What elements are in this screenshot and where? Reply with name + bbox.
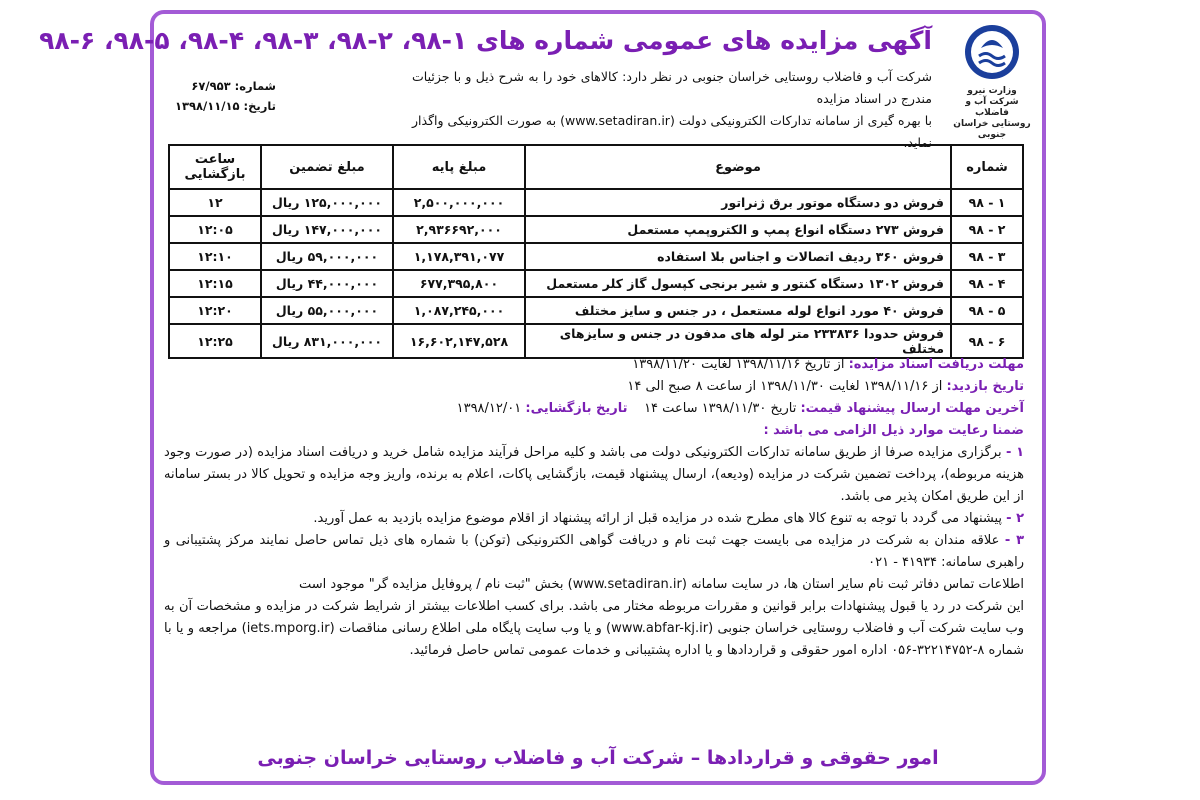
opening-label: تاریخ بازگشایی: [525, 401, 628, 416]
cell-guarantee: ۵۵,۰۰۰,۰۰۰ ریال [261, 297, 393, 324]
cell-guarantee: ۴۴,۰۰۰,۰۰۰ ریال [261, 270, 393, 297]
cell-opening-time: ۱۲:۲۵ [169, 324, 261, 358]
item1-number: ۱ - [1005, 445, 1025, 460]
cell-number: ۵ - ۹۸ [951, 297, 1023, 324]
registration-info: اطلاعات تماس دفاتر ثبت نام سایر استان ها، در سایت سامانه (www.setadiran.ir) بخش "ثبت نام / پروفایل مزایده گر" موجود است [299, 577, 1024, 592]
table-header-row [169, 145, 1023, 189]
requirements-heading: ضمنا رعایت موارد ذیل الزامی می باشد : [763, 423, 1024, 438]
header-guarantee: مبلغ تضمین [261, 145, 393, 189]
table-row [169, 243, 1023, 270]
cell-number: ۱ - ۹۸ [951, 189, 1023, 216]
number-value: ۶۷/۹۵۳ [191, 79, 231, 93]
item1-text: برگزاری مزایده صرفا از طریق سامانه تدارکات الکترونیکی دولت می باشد و کلیه مراحل فرآیند مزایده شامل خرید و دریافت اسناد مزایده (در صورت وجود هزینه مربوطه)، پرداخت تضمین شرکت در مزایده (ودیعه)، ارسال پیشنهاد قیمت، بازگشایی پاکات، اعلام به برنده، واریز وجه مزایده و تحویل کالا در بستر سامانه از این طریق امکان پذیر می باشد. [164, 445, 1024, 504]
reference-number [166, 76, 276, 96]
cell-base-price: ۶۷۷,۳۹۵,۸۰۰ [393, 270, 525, 297]
logo-line2: شرکت آب و فاضلاب [965, 97, 1019, 118]
cell-guarantee: ۸۳۱,۰۰۰,۰۰۰ ریال [261, 324, 393, 358]
cell-opening-time: ۱۲:۱۰ [169, 243, 261, 270]
notice-signature: امور حقوقی و قراردادها – شرکت آب و فاضلاب روستایی خراسان جنوبی [257, 747, 939, 769]
date-label: تاریخ: [243, 99, 276, 113]
opening-text: ۱۳۹۸/۱۲/۰۱ [456, 401, 526, 416]
cell-number: ۳ - ۹۸ [951, 243, 1023, 270]
cell-opening-time: ۱۲ [169, 189, 261, 216]
date-value: ۱۳۹۸/۱۱/۱۵ [174, 99, 240, 113]
number-label: شماره: [234, 79, 276, 93]
visit-label: تاریخ بازدید: [946, 379, 1024, 394]
cell-base-price: ۱۶,۶۰۲,۱۴۷,۵۲۸ [393, 324, 525, 358]
header-opening-time: ساعت بازگشایی [169, 145, 261, 189]
notice-details [164, 354, 1024, 662]
table-row [169, 324, 1023, 358]
cell-subject: فروش ۴۰ مورد انواع لوله مستعمل ، در جنس و سایز مختلف [525, 297, 951, 324]
requirement-item-1 [164, 442, 1024, 508]
logo-line1: وزارت نیرو [967, 86, 1017, 96]
cell-number: ۶ - ۹۸ [951, 324, 1023, 358]
intro-text [412, 66, 932, 154]
auction-table [168, 144, 1024, 359]
cell-base-price: ۲,۵۰۰,۰۰۰,۰۰۰ [393, 189, 525, 216]
cell-base-price: ۱,۰۸۷,۲۴۵,۰۰۰ [393, 297, 525, 324]
notice-frame [39, 10, 1046, 785]
notice-body [39, 14, 1042, 781]
visit-line [164, 376, 1024, 398]
offer-line [164, 398, 1024, 420]
logo-caption [952, 86, 1032, 141]
cell-base-price: ۱,۱۷۸,۳۹۱,۰۷۷ [393, 243, 525, 270]
intro-line1: شرکت آب و فاضلاب روستایی خراسان جنوبی در نظر دارد: کالاهای خود را به شرح ذیل و با جزئیات مندرج در اسناد مزایده [412, 69, 932, 106]
reference-box [166, 76, 276, 116]
logo-line3: روستایی خراسان جنوبی [953, 119, 1031, 140]
deadline-line [164, 354, 1024, 376]
item2-text: پیشنهاد می گردد با توجه به تنوع کالا های مطرح شده در مزایده قبل از ارائه پیشنهاد از اقلام موضوع مزایده بازدید به عمل آورید. [313, 511, 1007, 526]
cell-subject: فروش حدودا ۲۳۳۸۳۶ متر لوله های مدفون در جنس و سایزهای مختلف [525, 324, 951, 358]
table-row [169, 189, 1023, 216]
contact-info: این شرکت در رد یا قبول پیشنهادات برابر قوانین و مقررات مربوطه مختار می باشد. برای کسب اطلاعات بیشتر از شرایط شرکت در مزایده و مشخصات آن به وب سایت شرکت آب و فاضلاب روستایی خراسان جنوبی (www.abfar-kj.ir) و یا وب سایت پایگاه ملی اطلاع رسانی مناقصات (iets.mporg.ir) مراجعه و یا با شماره ۸-۳۲۲۱۴۷۵۲-۰۵۶ اداره امور حقوقی و قراردادها و یا اداره پشتیبانی و خدمات عمومی تماس حاصل فرمائید. [164, 599, 1025, 658]
item2-number: ۲ - [1006, 511, 1024, 526]
cell-opening-time: ۱۲:۰۵ [169, 216, 261, 243]
cell-number: ۴ - ۹۸ [951, 270, 1023, 297]
cell-number: ۲ - ۹۸ [951, 216, 1023, 243]
deadline-text: از تاریخ ۱۳۹۸/۱۱/۱۶ لغایت ۱۳۹۸/۱۱/۲۰ [632, 357, 849, 372]
header-number: شماره [951, 145, 1023, 189]
cell-guarantee: ۵۹,۰۰۰,۰۰۰ ریال [261, 243, 393, 270]
header-base-price: مبلغ پایه [393, 145, 525, 189]
cell-subject: فروش ۲۷۳ دستگاه انواع پمپ و الکتروپمپ مستعمل [525, 216, 951, 243]
notice-title: آگهی مزایده های عمومی شماره های ۱-۹۸، ۲-۹۸، ۳-۹۸، ۴-۹۸، ۵-۹۸، ۶-۹۸ [39, 26, 932, 55]
item3-text: علاقه مندان به شرکت در مزایده می بایست جهت ثبت نام و دریافت گواهی الکترونیکی (توکن) با شماره های ذیل تماس حاصل نمایند مرکز پشتیبانی و راهبری سامانه: ۴۱۹۳۴ - ۰۲۱ [164, 533, 1024, 570]
cell-opening-time: ۱۲:۱۵ [169, 270, 261, 297]
table-row [169, 216, 1023, 243]
requirement-item-3 [164, 530, 1024, 574]
deadline-label: مهلت دریافت اسناد مزایده: [848, 357, 1024, 372]
offer-text: تاریخ ۱۳۹۸/۱۱/۳۰ ساعت ۱۴ [644, 401, 801, 416]
cell-subject: فروش ۳۶۰ ردیف اتصالات و اجناس بلا استفاده [525, 243, 951, 270]
intro-line2: با بهره گیری از سامانه تدارکات الکترونیکی دولت (www.setadiran.ir) به صورت الکترونیکی واگذار نماید. [412, 113, 932, 150]
table-row [169, 297, 1023, 324]
company-logo [952, 22, 1032, 141]
visit-text: از ۱۳۹۸/۱۱/۱۶ لغایت ۱۳۹۸/۱۱/۳۰ از ساعت ۸ صبح الی ۱۴ [627, 379, 947, 394]
reference-date [166, 96, 276, 116]
offer-label: آخرین مهلت ارسال پیشنهاد قیمت: [800, 401, 1024, 416]
water-company-logo-icon [961, 22, 1023, 82]
cell-subject: فروش ۱۳۰۲ دستگاه کنتور و شیر برنجی کپسول گاز کلر مستعمل [525, 270, 951, 297]
item3-number: ۳ - [1004, 533, 1024, 548]
cell-guarantee: ۱۲۵,۰۰۰,۰۰۰ ریال [261, 189, 393, 216]
header-subject: موضوع [525, 145, 951, 189]
cell-subject: فروش دو دستگاه موتور برق ژنراتور [525, 189, 951, 216]
cell-opening-time: ۱۲:۲۰ [169, 297, 261, 324]
cell-guarantee: ۱۴۷,۰۰۰,۰۰۰ ریال [261, 216, 393, 243]
cell-base-price: ۲,۹۳۶۶۹۲,۰۰۰ [393, 216, 525, 243]
table-row [169, 270, 1023, 297]
requirement-item-2 [164, 508, 1024, 530]
